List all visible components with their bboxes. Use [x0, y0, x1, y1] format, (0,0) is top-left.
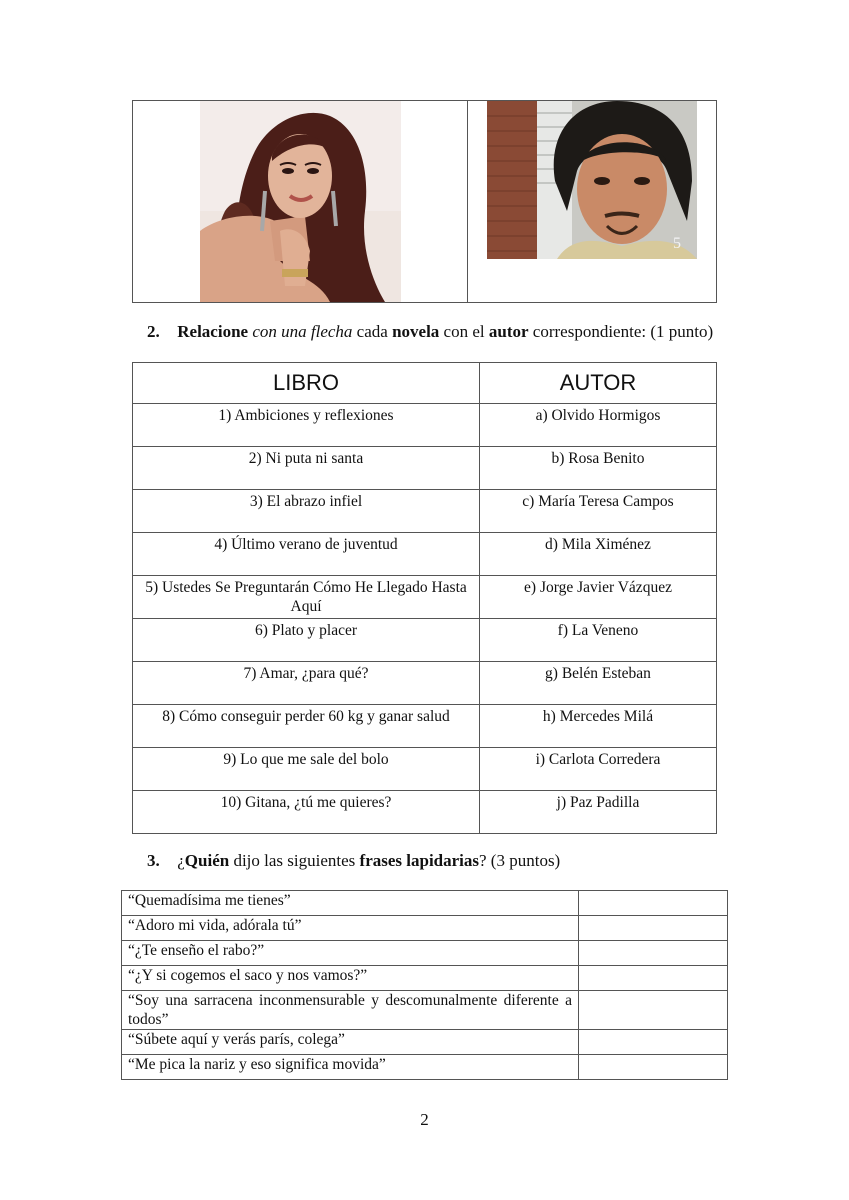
- question-3-number: 3.: [147, 851, 160, 870]
- match-table: [132, 362, 717, 834]
- header-autor: AUTOR: [480, 363, 717, 404]
- q2-text-3: correspondiente: (1 punto): [528, 322, 714, 341]
- photo-table: [132, 100, 717, 303]
- phrase-cell: “Soy una sarracena inconmensurable y descomunalmente diferente a todos”: [122, 991, 579, 1030]
- question-2-number: 2.: [147, 322, 160, 341]
- photo-man: [487, 101, 697, 259]
- q3-bold-quien: Quién: [184, 851, 230, 870]
- page-number: 2: [420, 1110, 429, 1129]
- author-cell: j) Paz Padilla: [480, 791, 717, 834]
- phrase-cell: “Me pica la nariz y eso significa movida”: [122, 1055, 579, 1080]
- table-row: [122, 991, 728, 1030]
- book-cell: 7) Amar, ¿para qué?: [133, 662, 480, 705]
- table-row: [133, 662, 717, 705]
- phrase-cell: “¿Y si cogemos el saco y nos vamos?”: [122, 966, 579, 991]
- question-2-heading: [147, 322, 713, 342]
- question-3-heading: [147, 851, 560, 871]
- author-cell: d) Mila Ximénez: [480, 533, 717, 576]
- phrase-cell: “Súbete aquí y verás parís, colega”: [122, 1030, 579, 1055]
- book-cell: 2) Ni puta ni santa: [133, 447, 480, 490]
- book-cell: 8) Cómo conseguir perder 60 kg y ganar salud: [133, 705, 480, 748]
- book-cell: 1) Ambiciones y reflexiones: [133, 404, 480, 447]
- author-cell: g) Belén Esteban: [480, 662, 717, 705]
- table-row: [133, 576, 717, 619]
- answer-cell[interactable]: [579, 891, 728, 916]
- table-row: [122, 891, 728, 916]
- table-row: [133, 447, 717, 490]
- book-cell: 6) Plato y placer: [133, 619, 480, 662]
- answer-cell[interactable]: [579, 991, 728, 1030]
- table-row: [133, 404, 717, 447]
- q2-instruction-verb: Relacione: [177, 322, 249, 341]
- answer-cell[interactable]: [579, 1030, 728, 1055]
- answer-cell[interactable]: [579, 916, 728, 941]
- q3-bold-frases: frases lapidarias: [359, 851, 480, 870]
- table-row: [133, 490, 717, 533]
- q2-bold-autor: autor: [488, 322, 529, 341]
- answer-cell[interactable]: [579, 941, 728, 966]
- phrase-cell: “¿Te enseño el rabo?”: [122, 941, 579, 966]
- book-cell: 4) Último verano de juventud: [133, 533, 480, 576]
- table-row: [133, 705, 717, 748]
- q3-text-2: ? (3 puntos): [479, 851, 561, 870]
- author-cell: e) Jorge Javier Vázquez: [480, 576, 717, 619]
- q2-text-1: cada: [352, 322, 393, 341]
- q2-instruction-italic: con una flecha: [252, 322, 353, 341]
- author-cell: b) Rosa Benito: [480, 447, 717, 490]
- q2-text-2: con el: [439, 322, 489, 341]
- q2-bold-novela: novela: [392, 322, 440, 341]
- photo-watermark: 5: [673, 235, 681, 252]
- header-libro: LIBRO: [133, 363, 480, 404]
- author-cell: a) Olvido Hormigos: [480, 404, 717, 447]
- match-table-header-row: [133, 363, 717, 404]
- photo-cell-right: [468, 101, 717, 303]
- table-row: [133, 619, 717, 662]
- photo-woman: [200, 101, 401, 302]
- phrase-cell: “Adoro mi vida, adórala tú”: [122, 916, 579, 941]
- q3-text-1: dijo las siguientes: [229, 851, 360, 870]
- table-row: [122, 941, 728, 966]
- table-row: [122, 1030, 728, 1055]
- book-cell: 9) Lo que me sale del bolo: [133, 748, 480, 791]
- photo-cell-left: [133, 101, 468, 303]
- book-cell: 10) Gitana, ¿tú me quieres?: [133, 791, 480, 834]
- book-cell: 3) El abrazo infiel: [133, 490, 480, 533]
- table-row: [133, 748, 717, 791]
- answer-cell[interactable]: [579, 1055, 728, 1080]
- phrase-table: [121, 890, 728, 1080]
- phrase-cell: “Quemadísima me tienes”: [122, 891, 579, 916]
- q3-text-0: ¿: [177, 851, 185, 870]
- table-row: [122, 966, 728, 991]
- author-cell: h) Mercedes Milá: [480, 705, 717, 748]
- table-row: [122, 1055, 728, 1080]
- book-cell: 5) Ustedes Se Preguntarán Cómo He Llegado Hasta Aquí: [133, 576, 480, 619]
- author-cell: f) La Veneno: [480, 619, 717, 662]
- author-cell: c) María Teresa Campos: [480, 490, 717, 533]
- author-cell: i) Carlota Corredera: [480, 748, 717, 791]
- table-row: [122, 916, 728, 941]
- answer-cell[interactable]: [579, 966, 728, 991]
- table-row: [133, 791, 717, 834]
- table-row: [133, 533, 717, 576]
